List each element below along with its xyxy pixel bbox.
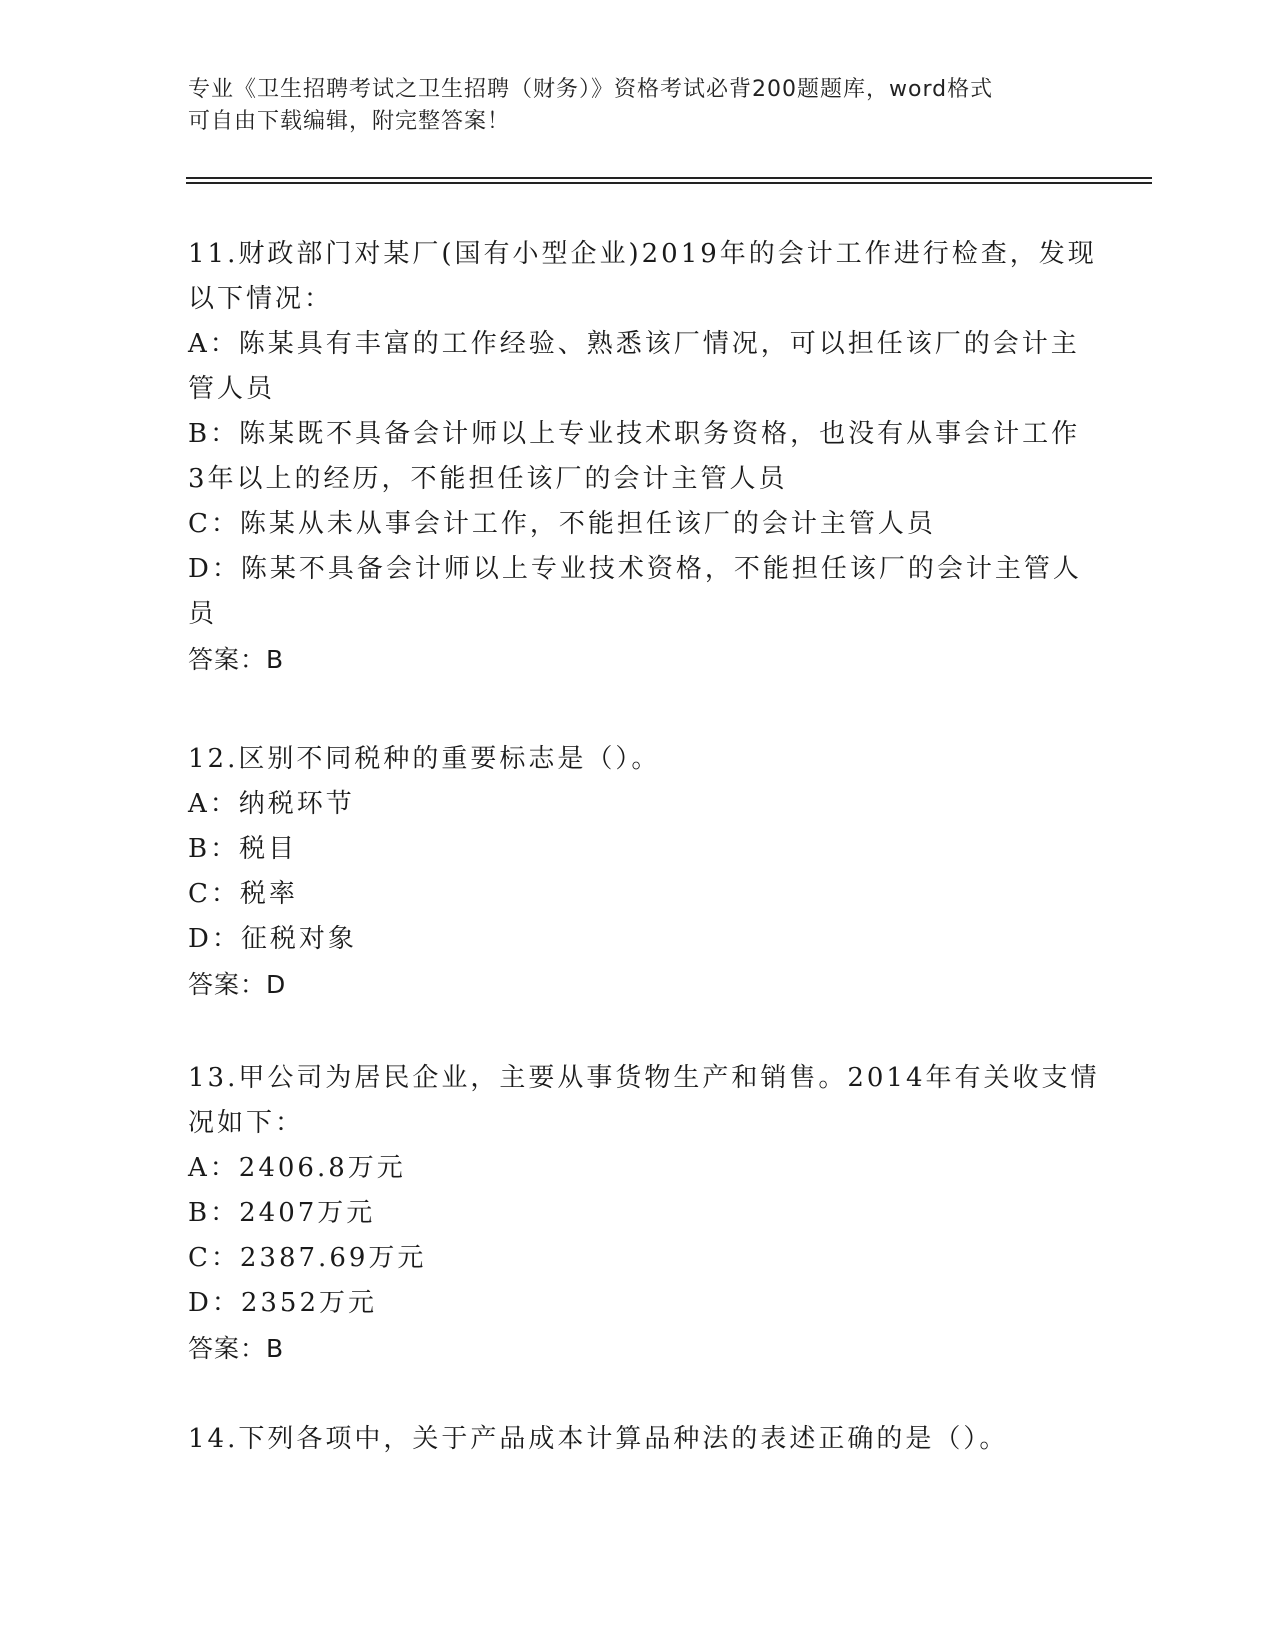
option-b: B：税目	[188, 834, 298, 864]
question-stem-line: 13.甲公司为居民企业，主要从事货物生产和销售。2014年有关收支情	[188, 1063, 1100, 1093]
question-stem-line: 以下情况：	[188, 284, 334, 314]
answer-label: 答案：B	[188, 1334, 285, 1363]
answer-label: 答案：B	[188, 645, 285, 674]
option-c: C：陈某从未从事会计工作，不能担任该厂的会计主管人员	[188, 509, 936, 539]
question-11	[188, 232, 1097, 682]
header-line-2: 可自由下载编辑，附完整答案！	[188, 109, 511, 134]
question-13	[188, 1056, 1100, 1371]
option-b: B：陈某既不具备会计师以上专业技术职务资格，也没有从事会计工作	[188, 419, 1081, 449]
question-stem-line: 况如下：	[188, 1108, 305, 1138]
question-stem-line: 14.下列各项中，关于产品成本计算品种法的表述正确的是（）。	[188, 1424, 1009, 1454]
option-a: A：陈某具有丰富的工作经验、熟悉该厂情况，可以担任该厂的会计主	[188, 329, 1080, 359]
option-a-continued: 管人员	[188, 374, 276, 404]
header-divider-top	[186, 177, 1152, 179]
option-b: B：2407万元	[188, 1198, 376, 1228]
option-d: D：2352万元	[188, 1288, 378, 1318]
option-c: C：2387.69万元	[188, 1243, 427, 1273]
question-12	[188, 737, 1088, 1007]
option-d: D：征税对象	[188, 924, 357, 954]
document-header	[188, 74, 1068, 138]
header-line-1: 专业《卫生招聘考试之卫生招聘（财务）》资格考试必背200题题库，word格式	[188, 77, 994, 102]
option-b-continued: 3年以上的经历，不能担任该厂的会计主管人员	[188, 464, 788, 494]
question-stem-line: 12.区别不同税种的重要标志是（）。	[188, 744, 661, 774]
option-d-continued: 员	[188, 599, 218, 629]
option-a: A：2406.8万元	[188, 1153, 406, 1183]
answer-label: 答案：D	[188, 970, 287, 999]
header-divider-bottom	[186, 182, 1152, 184]
question-stem-line: 11.财政部门对某厂(国有小型企业)2019年的会计工作进行检查，发现	[188, 239, 1097, 269]
option-a: A：纳税环节	[188, 789, 355, 819]
option-d: D：陈某不具备会计师以上专业技术资格，不能担任该厂的会计主管人	[188, 554, 1082, 584]
option-c: C：税率	[188, 879, 298, 909]
question-14	[188, 1417, 1088, 1462]
